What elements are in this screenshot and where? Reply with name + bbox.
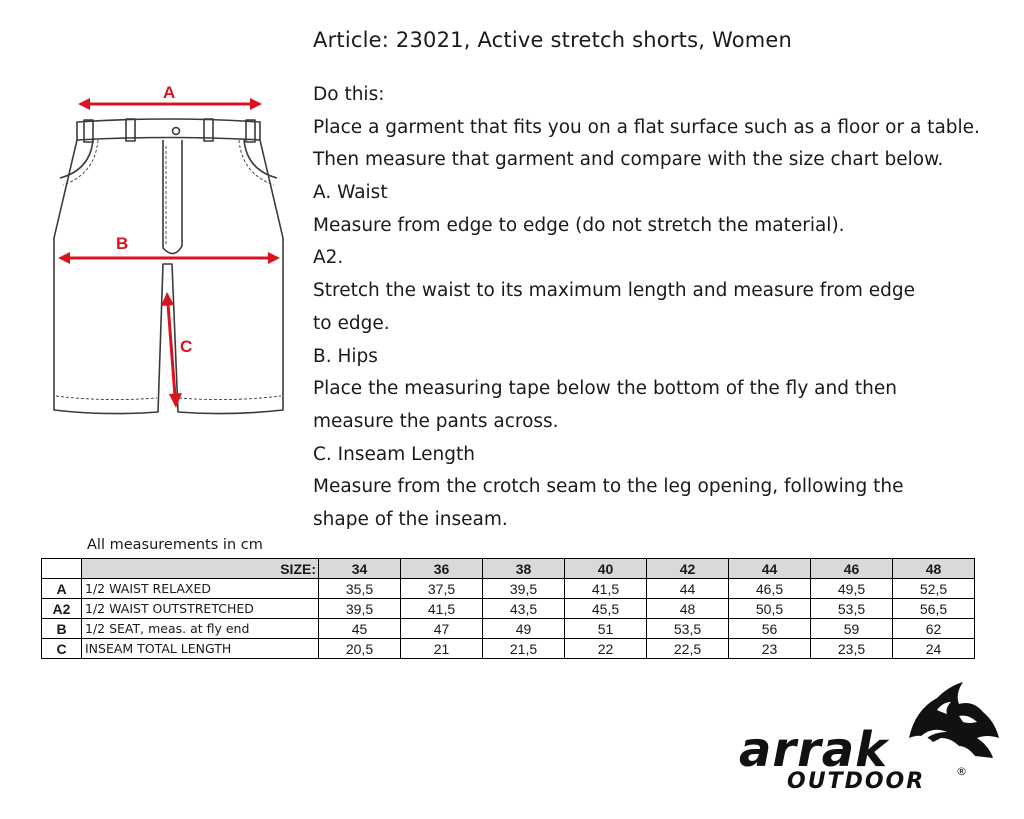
instruction-line: Then measure that garment and compare with the size chart below. [313, 149, 944, 171]
measurements-note: All measurements in cm [87, 537, 263, 553]
table-row [42, 579, 975, 599]
size-header-cell: 44 [729, 559, 811, 579]
table-cell: 43,5 [483, 599, 565, 619]
table-cell: 35,5 [319, 579, 401, 599]
table-cell: 23,5 [811, 639, 893, 659]
size-header-cell: 40 [565, 559, 647, 579]
table-cell: 24 [893, 639, 975, 659]
instruction-line: C. Inseam Length [313, 443, 475, 465]
size-label: SIZE: [82, 559, 319, 579]
marker-b: B [116, 234, 129, 253]
pocket-right [244, 140, 277, 178]
table-row [42, 639, 975, 659]
table-cell: 39,5 [483, 579, 565, 599]
table-cell: 56,5 [893, 599, 975, 619]
instruction-line: Do this: [313, 84, 385, 105]
instruction-line: Place the measuring tape below the bottom of the fly and then [313, 378, 897, 400]
row-label: 1/2 WAIST RELAXED [82, 579, 319, 599]
instruction-line: measure the pants across. [313, 410, 559, 432]
instruction-line: Stretch the waist to its maximum length and measure from edge [313, 280, 915, 302]
row-code: A2 [42, 599, 82, 619]
arrak-outdoor-logo [737, 680, 1002, 795]
waistband [77, 119, 260, 140]
row-code: A [42, 579, 82, 599]
shorts-illustration [50, 78, 290, 423]
instruction-line: A. Waist [313, 182, 388, 204]
size-chart-table [41, 558, 975, 659]
table-cell: 21 [401, 639, 483, 659]
instruction-line: Place a garment that fits you on a flat surface such as a floor or a table. [313, 116, 980, 138]
instruction-line: shape of the inseam. [313, 508, 508, 530]
size-header-cell: 46 [811, 559, 893, 579]
logo-registered-mark: ® [956, 765, 967, 778]
table-cell: 53,5 [811, 599, 893, 619]
row-label: INSEAM TOTAL LENGTH [82, 639, 319, 659]
table-cell: 45,5 [565, 599, 647, 619]
table-cell: 48 [647, 599, 729, 619]
size-header-cell: 36 [401, 559, 483, 579]
table-cell: 41,5 [565, 579, 647, 599]
table-cell: 39,5 [319, 599, 401, 619]
header-blank-cell [42, 559, 82, 579]
instruction-line: Measure from edge to edge (do not stretch the material). [313, 214, 845, 236]
shorts-outline [54, 140, 283, 414]
table-cell: 62 [893, 619, 975, 639]
table-cell: 56 [729, 619, 811, 639]
table-cell: 49,5 [811, 579, 893, 599]
table-header-row [42, 559, 975, 579]
table-cell: 37,5 [401, 579, 483, 599]
table-cell: 23 [729, 639, 811, 659]
row-code: C [42, 639, 82, 659]
table-cell: 20,5 [319, 639, 401, 659]
instruction-line: A2. [313, 247, 344, 269]
table-cell: 52,5 [893, 579, 975, 599]
table-cell: 45 [319, 619, 401, 639]
instruction-line: to edge. [313, 312, 390, 334]
row-label: 1/2 SEAT, meas. at fly end [82, 619, 319, 639]
instructions [313, 79, 1013, 537]
waist-button [173, 128, 180, 135]
table-cell: 50,5 [729, 599, 811, 619]
table-cell: 46,5 [729, 579, 811, 599]
table-cell: 22,5 [647, 639, 729, 659]
size-header-cell: 38 [483, 559, 565, 579]
article-title: Article: 23021, Active stretch shorts, Women [313, 28, 793, 52]
table-row [42, 599, 975, 619]
table-cell: 21,5 [483, 639, 565, 659]
marker-c: C [180, 337, 193, 356]
logo-brand: arrak [739, 722, 889, 778]
size-header-cell: 48 [893, 559, 975, 579]
table-cell: 41,5 [401, 599, 483, 619]
instruction-line: B. Hips [313, 345, 378, 367]
size-header-cell: 34 [319, 559, 401, 579]
instruction-line: Measure from the crotch seam to the leg opening, following the [313, 476, 904, 498]
table-cell: 53,5 [647, 619, 729, 639]
marker-a: A [163, 83, 176, 102]
table-cell: 44 [647, 579, 729, 599]
table-cell: 47 [401, 619, 483, 639]
husky-head-icon [909, 682, 999, 758]
size-header-cell: 42 [647, 559, 729, 579]
row-code: B [42, 619, 82, 639]
pocket-left [60, 140, 93, 178]
table-cell: 51 [565, 619, 647, 639]
table-row [42, 619, 975, 639]
row-label: 1/2 WAIST OUTSTRETCHED [82, 599, 319, 619]
table-cell: 49 [483, 619, 565, 639]
table-cell: 22 [565, 639, 647, 659]
table-cell: 59 [811, 619, 893, 639]
logo-subtitle: OUTDOOR [787, 769, 926, 794]
